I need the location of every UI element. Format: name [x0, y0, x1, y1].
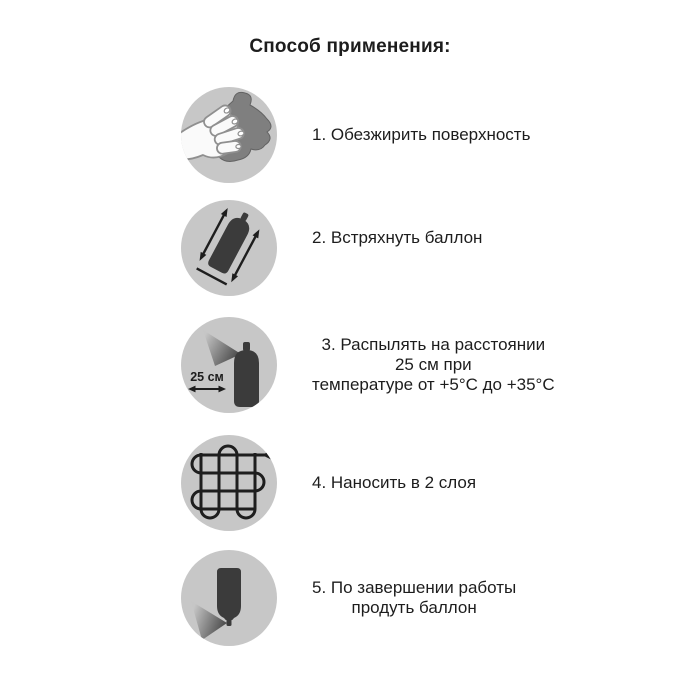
step-text-line: 3. Распылять на расстоянии — [321, 335, 546, 354]
step-5-icon-circle — [181, 550, 277, 646]
step-2-icon-circle — [181, 200, 277, 296]
step-row-5 — [181, 550, 516, 646]
step-text-line: 2. Встряхнуть баллон — [312, 228, 483, 247]
step-text — [312, 473, 476, 493]
shake-can-icon — [181, 200, 277, 296]
step-4-icon-circle — [181, 435, 277, 531]
step-text-line: 1. Обезжирить поверхность — [312, 125, 531, 144]
step-row-4 — [181, 435, 476, 531]
step-1-icon-circle — [181, 87, 277, 183]
step-text-line: продуть баллон — [351, 598, 477, 617]
step-text — [312, 228, 482, 248]
step-text — [312, 578, 516, 618]
step-row-3 — [181, 317, 555, 413]
distance-label: 25 см — [190, 370, 224, 384]
spray-distance-icon — [181, 317, 277, 413]
step-text-line: 5. По завершении работы — [312, 578, 517, 597]
purge-can-icon — [181, 550, 277, 646]
apply-two-layers-icon — [181, 435, 277, 531]
step-3-icon-circle — [181, 317, 277, 413]
page-title: Способ применения: — [249, 36, 451, 57]
step-text — [312, 335, 555, 395]
step-text — [312, 125, 530, 145]
step-row-2 — [181, 200, 482, 296]
step-text-line: 4. Наносить в 2 слоя — [312, 473, 477, 492]
step-row-1 — [181, 87, 530, 183]
step-text-line: 25 см при — [394, 355, 472, 374]
degrease-hand-icon — [181, 87, 277, 183]
step-text-line: температуре от +5°С до +35°С — [312, 375, 555, 394]
